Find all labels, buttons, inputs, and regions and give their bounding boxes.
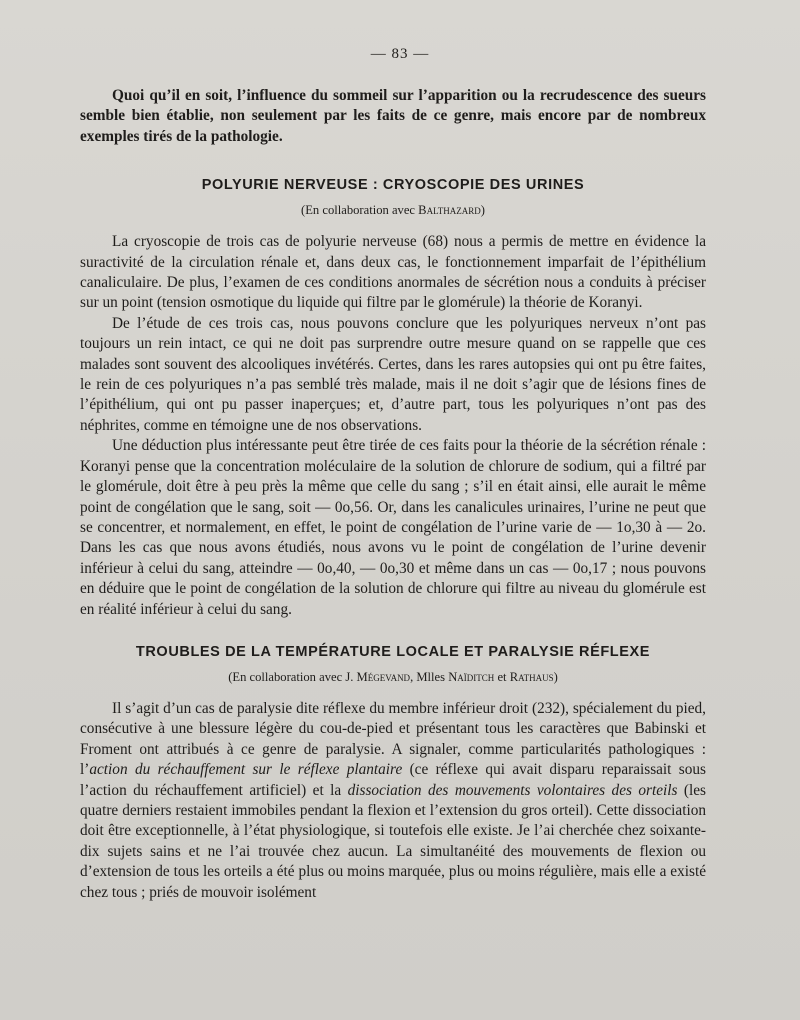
- byline-suffix: ): [480, 203, 485, 218]
- intro-paragraph: Quoi qu’il en soit, l’influence du sommeil sur l’apparition ou la recrudescence des sueurs semble bien établie, non seulement par les faits de ce genre, mais encore par de nombreux exemples tirés de la pathologie.: [80, 87, 706, 145]
- byline-author: Mégevand: [356, 669, 411, 684]
- byline-prefix: (En collaboration avec: [301, 203, 419, 218]
- paragraph-text: (ce réflexe qui avait disparu reparaissait sous l’action du réchauffement artificiel) et la: [80, 761, 706, 799]
- paragraph-text: (les quatre derniers restaient immobiles pendant la flexion et l’extension du gros orteil). Cette dissociation doit être exceptionnelle, à l’état physiologique, si toutefois elle existe. Je l’ai cherchée chez soixante-dix sujets sains et ne l’ai trouvée chez aucun. La simultanéité des mouvements de flexion ou d’extension de tous les orteils a été plus ou moins marquée, plus ou moins régulière, mais elle a existé chez tous ; priés de mouvoir isolément: [80, 781, 706, 901]
- byline-separator: et: [494, 669, 510, 684]
- body-paragraph: La cryoscopie de trois cas de polyurie nerveuse (68) nous a permis de mettre en évidence la suractivité de la circulation rénale et, dans deux cas, le fonctionnement imparfait de l’épithélium canaliculaire. De plus, l’examen de ces conditions anormales de sécrétion nous a conduits à préciser sur un point (tension osmotique du liquide qui filtre par le glomérule) la théorie de Koranyi.: [80, 233, 706, 312]
- italic-term: action du réchauffement sur le réflexe plantaire: [89, 761, 403, 779]
- byline-author: Balthazard: [418, 203, 481, 218]
- byline-author: Naïditch: [448, 669, 495, 684]
- body-paragraph: De l’étude de ces trois cas, nous pouvons conclure que les polyuriques nerveux n’ont pas toujours un rein intact, ce qui ne doit pas surprendre outre mesure quand on se rappelle que ces malades sont souvent des alcooliques invétérés. Certes, dans les rares autopsies qui ont pu être faites, le rein de ces polyuriques n’a pas semblé très malade, mais il ne doit s’agir que de lésions fines de l’épithélium, qui ont pu passer inaperçues; et, d’autre part, tous les polyuriques n’ont pas des néphrites, comme en témoigne une de nos observations.: [80, 314, 706, 434]
- italic-term: dissociation des mouvements volontaires des orteils: [347, 781, 678, 799]
- section-title-troubles: TROUBLES DE LA TEMPÉRATURE LOCALE ET PARALYSIE RÉFLEXE: [135, 643, 651, 660]
- page-number: — 83 —: [370, 46, 430, 62]
- page-content: [80, 86, 706, 903]
- byline-separator: , Mlles: [410, 669, 449, 684]
- byline-author: Rathaus: [509, 669, 554, 684]
- section-byline-troubles: [80, 670, 706, 685]
- section-title-polyurie: POLYURIE NERVEUSE : CRYOSCOPIE DES URINES: [201, 177, 585, 194]
- body-paragraph: Une déduction plus intéressante peut être tirée de ces faits pour la théorie de la sécrétion rénale : Koranyi pense que la concentration moléculaire de la solution de chlorure de sodium, qui a filtré par le glomérule, doit être à peu près la même que celle du sang ; s’il en était ainsi, elle aurait le même point de congélation que le sang, soit — 0o,56. Or, dans les canalicules urinaires, l’urine ne peut que se concentrer, et normalement, en effet, le point de congélation de l’urine varie de — 1o,30 à — 2o. Dans les cas que nous avons étudiés, nous avons vu le point de congélation de l’urine devenir inférieur à celui du sang, atteindre — 0o,40, — 0o,30 et même dans un cas — 0o,17 ; nous pouvons en déduire que le point de congélation de la solution de chlorure qui filtre au niveau du glomérule est en réalité inférieur à celui du sang.: [80, 437, 706, 618]
- section-byline-polyurie: [80, 203, 706, 218]
- paragraph-text: Il s’agit d’un cas de paralysie dite réflexe du membre inférieur droit (232), spécialement du pied, consécutive à une blessure légère du cou-de-pied et présentant tous les caractères que Babinski et Froment ont attribués à ce genre de paralysie. A signaler, comme particularités pathologiques : l’: [80, 699, 706, 779]
- body-paragraph: [80, 699, 706, 903]
- byline-prefix: (En collaboration avec J.: [228, 669, 357, 684]
- byline-suffix: ): [553, 669, 558, 684]
